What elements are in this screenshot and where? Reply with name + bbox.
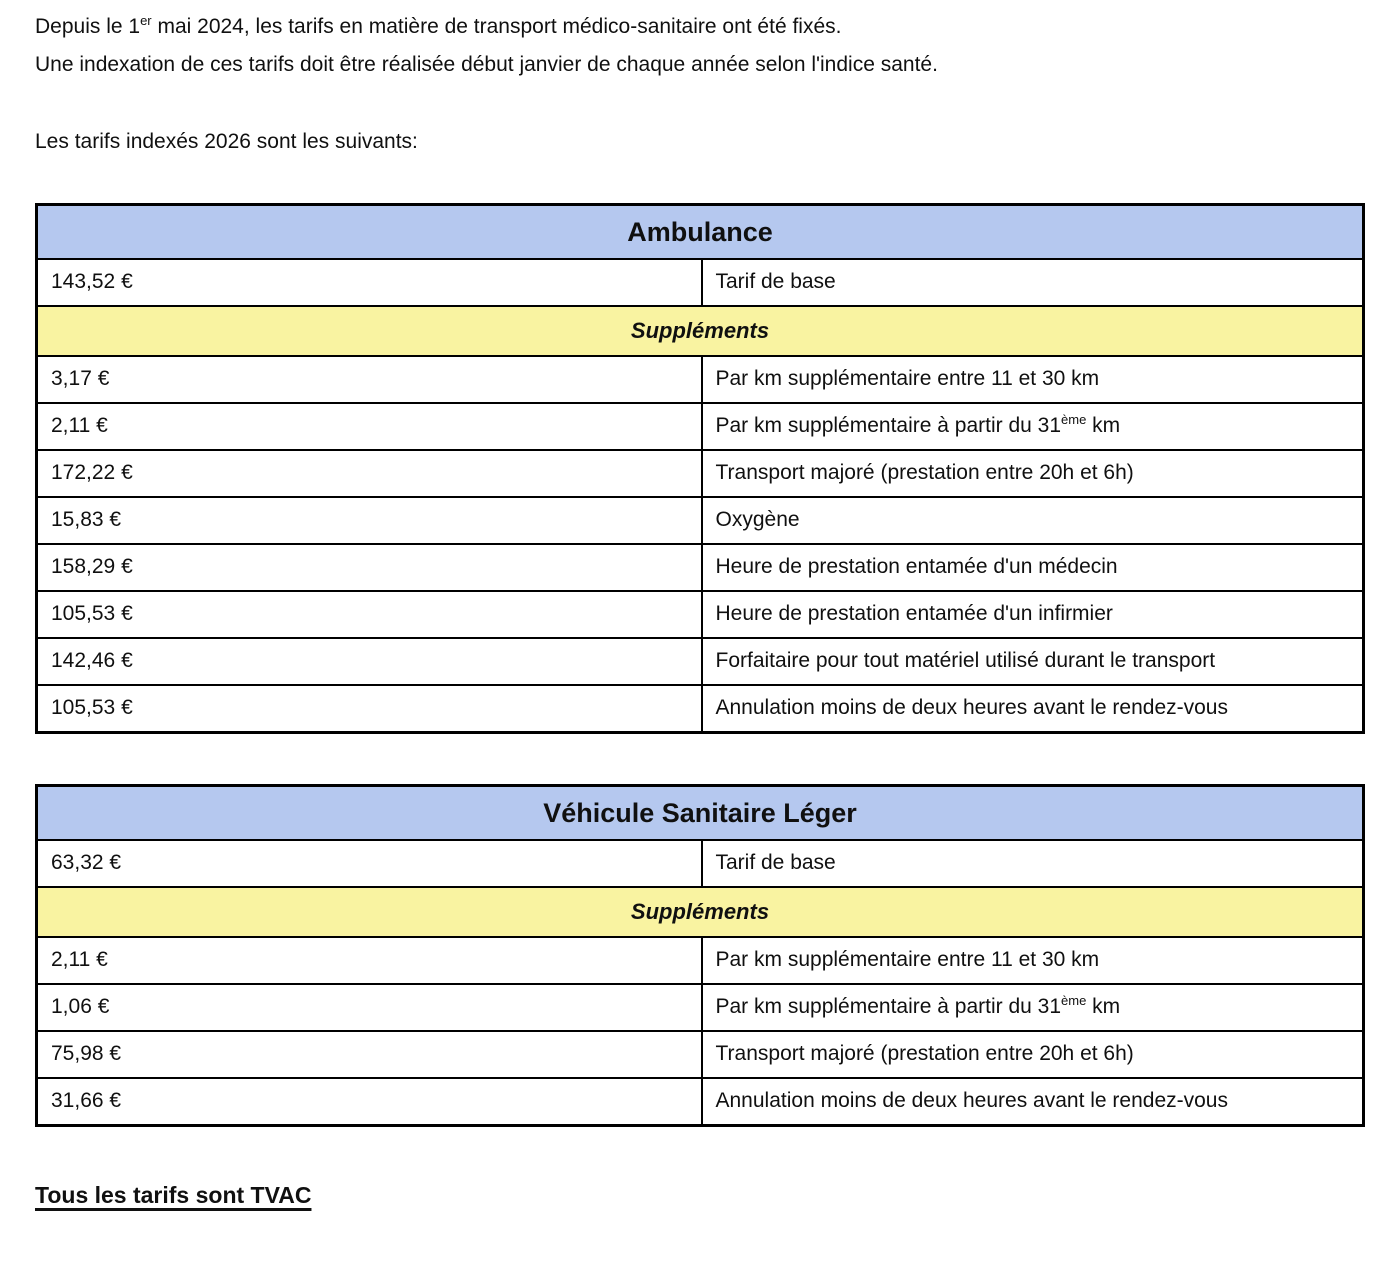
supplements-row bbox=[37, 306, 1364, 356]
price-cell: 105,53 € bbox=[37, 685, 702, 733]
table-row bbox=[37, 638, 1364, 685]
intro-line-2: Une indexation de ces tarifs doit être réalisée début janvier de chaque année selon l'indice santé. bbox=[35, 53, 938, 76]
table-title: Ambulance bbox=[37, 205, 1364, 260]
intro-line-1 bbox=[35, 15, 841, 38]
label-cell: Par km supplémentaire à partir du 31ème km bbox=[702, 403, 1364, 450]
table-title: Véhicule Sanitaire Léger bbox=[37, 786, 1364, 841]
table-row bbox=[37, 450, 1364, 497]
table-row bbox=[37, 984, 1364, 1031]
ambulance-table bbox=[35, 203, 1365, 734]
table-row bbox=[37, 497, 1364, 544]
intro-paragraph bbox=[35, 8, 1365, 84]
table-row bbox=[37, 591, 1364, 638]
vsl-table bbox=[35, 784, 1365, 1127]
label-cell: Par km supplémentaire entre 11 et 30 km bbox=[702, 356, 1364, 403]
ordinal-superscript: er bbox=[140, 13, 152, 28]
price-cell: 1,06 € bbox=[37, 984, 702, 1031]
table-row bbox=[37, 685, 1364, 733]
price-cell: 105,53 € bbox=[37, 591, 702, 638]
price-cell: 143,52 € bbox=[37, 259, 702, 306]
label-cell: Heure de prestation entamée d'un infirmier bbox=[702, 591, 1364, 638]
price-cell: 172,22 € bbox=[37, 450, 702, 497]
table-row bbox=[37, 403, 1364, 450]
label-cell: Oxygène bbox=[702, 497, 1364, 544]
label-cell: Annulation moins de deux heures avant le rendez-vous bbox=[702, 685, 1364, 733]
label-cell: Par km supplémentaire entre 11 et 30 km bbox=[702, 937, 1364, 984]
price-cell: 2,11 € bbox=[37, 937, 702, 984]
ordinal-superscript: ème bbox=[1061, 412, 1087, 427]
table-row bbox=[37, 1031, 1364, 1078]
table-row-base bbox=[37, 840, 1364, 887]
table-row bbox=[37, 937, 1364, 984]
table-row-base bbox=[37, 259, 1364, 306]
table-row bbox=[37, 544, 1364, 591]
intro-line-1-text: Depuis le 1 bbox=[35, 15, 141, 38]
price-cell: 63,32 € bbox=[37, 840, 702, 887]
intro-line-1-rest: mai 2024, les tarifs en matière de transport médico-sanitaire ont été fixés. bbox=[151, 15, 842, 38]
price-cell: 2,11 € bbox=[37, 403, 702, 450]
label-cell: Annulation moins de deux heures avant le rendez-vous bbox=[702, 1078, 1364, 1126]
price-cell: 75,98 € bbox=[37, 1031, 702, 1078]
table-title-row bbox=[37, 786, 1364, 841]
price-cell: 142,46 € bbox=[37, 638, 702, 685]
label-cell: Tarif de base bbox=[702, 840, 1364, 887]
price-cell: 158,29 € bbox=[37, 544, 702, 591]
footer-note: Tous les tarifs sont TVAC bbox=[35, 1182, 312, 1208]
label-cell: Heure de prestation entamée d'un médecin bbox=[702, 544, 1364, 591]
ordinal-superscript: ème bbox=[1061, 993, 1087, 1008]
label-cell: Par km supplémentaire à partir du 31ème km bbox=[702, 984, 1364, 1031]
supplements-header: Suppléments bbox=[37, 887, 1364, 937]
table-row bbox=[37, 1078, 1364, 1126]
table-title-row bbox=[37, 205, 1364, 260]
price-cell: 3,17 € bbox=[37, 356, 702, 403]
supplements-header: Suppléments bbox=[37, 306, 1364, 356]
intro-line-3: Les tarifs indexés 2026 sont les suivants: bbox=[35, 130, 418, 153]
label-cell: Forfaitaire pour tout matériel utilisé durant le transport bbox=[702, 638, 1364, 685]
label-cell: Transport majoré (prestation entre 20h et 6h) bbox=[702, 1031, 1364, 1078]
table-row bbox=[37, 356, 1364, 403]
label-cell: Transport majoré (prestation entre 20h et 6h) bbox=[702, 450, 1364, 497]
label-cell: Tarif de base bbox=[702, 259, 1364, 306]
price-cell: 31,66 € bbox=[37, 1078, 702, 1126]
supplements-row bbox=[37, 887, 1364, 937]
price-cell: 15,83 € bbox=[37, 497, 702, 544]
